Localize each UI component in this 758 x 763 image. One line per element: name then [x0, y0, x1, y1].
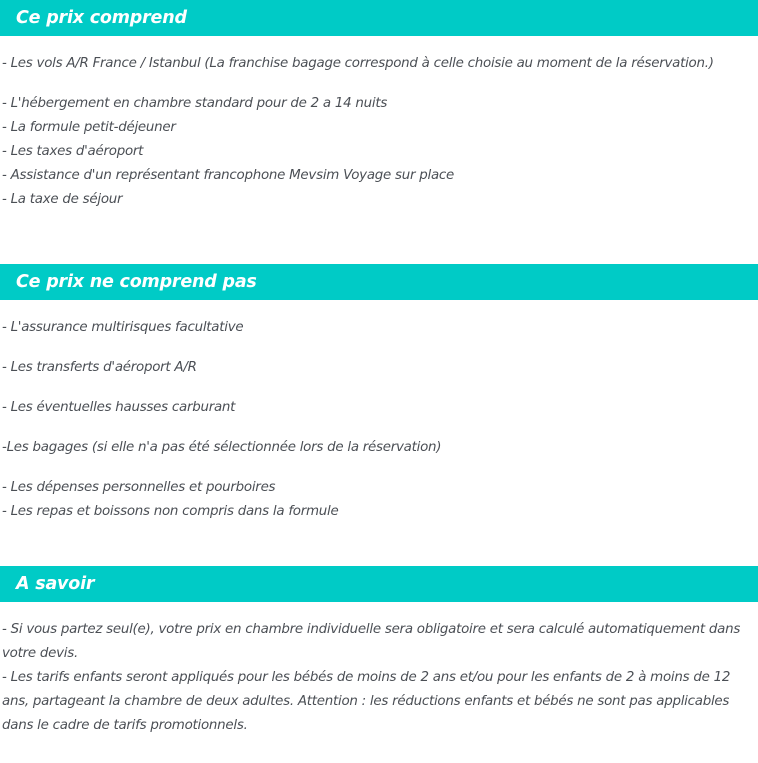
list-item: - Les éventuelles hausses carburant	[2, 400, 236, 415]
section-spacer	[0, 208, 758, 264]
section-header-ce-prix-comprend	[0, 0, 758, 36]
spacer	[2, 72, 750, 96]
list-item: - Les dépenses personnelles et pourboires	[2, 480, 276, 495]
list-item: -Les bagages (si elle n'a pas été sélectionnée lors de la réservation)	[2, 440, 442, 455]
spacer	[2, 300, 750, 320]
paragraph: - Les tarifs enfants seront appliqués pour les bébés de moins de 2 ans et/ou pour les enfants de 2 à moins de 12 ans, partageant la chambre de deux adultes. Attention : les réductions enfants et bébés ne sont pas applicables dans le cadre de tarifs promotionnels.	[2, 670, 731, 733]
list-item: - Les transferts d'aéroport A/R	[2, 360, 197, 375]
section-title-a-savoir: A savoir	[16, 574, 95, 594]
exclusions-list-secondary	[2, 480, 750, 520]
list-item: - Les vols A/R France / Istanbul (La franchise bagage correspond à celle choisie au moment de la réservation.)	[2, 56, 714, 71]
spacer	[2, 602, 750, 618]
list-item: - La taxe de séjour	[2, 192, 123, 207]
list-item: - L'hébergement en chambre standard pour de 2 a 14 nuits	[2, 96, 388, 111]
section-title-ce-prix-comprend: Ce prix comprend	[16, 8, 187, 28]
paragraph: - Si vous partez seul(e), votre prix en chambre individuelle sera obligatoire et sera calculé automatiquement dans votre devis.	[2, 622, 741, 661]
inclusions-list	[2, 96, 750, 208]
section-body-ce-prix-ne-comprend-pas	[0, 300, 758, 520]
section-spacer	[0, 520, 758, 566]
list-item: - Assistance d'un représentant francophone Mevsim Voyage sur place	[2, 168, 455, 183]
list-item: - Les repas et boissons non compris dans la formule	[2, 504, 339, 519]
section-body-a-savoir	[0, 602, 758, 738]
list-item: - La formule petit-déjeuner	[2, 120, 176, 135]
list-item: - L'assurance multirisques facultative	[2, 320, 244, 335]
section-title-ce-prix-ne-comprend-pas: Ce prix ne comprend pas	[16, 272, 257, 292]
exclusions-list	[2, 320, 750, 456]
section-header-a-savoir	[0, 566, 758, 602]
section-body-ce-prix-comprend	[0, 36, 758, 208]
list-item: - Les taxes d'aéroport	[2, 144, 144, 159]
section-header-ce-prix-ne-comprend-pas	[0, 264, 758, 300]
spacer	[2, 36, 750, 56]
spacer	[2, 456, 750, 480]
